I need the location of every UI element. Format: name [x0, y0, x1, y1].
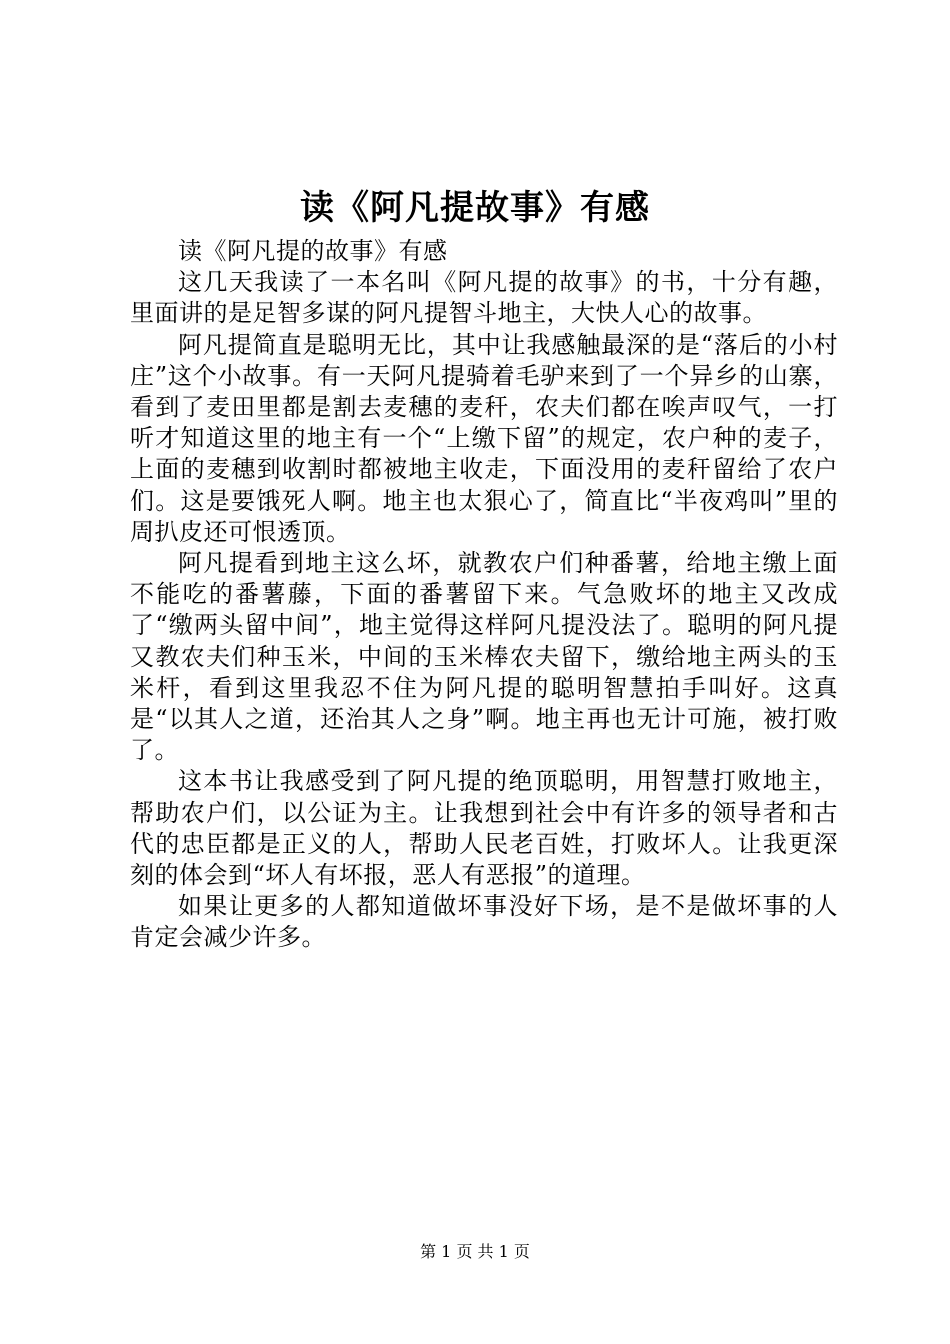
paragraph-village-story: 阿凡提简直是聪明无比，其中让我感触最深的是“落后的小村庄”这个小故事。有一天阿凡提骑着毛驴来到了一个异乡的山寨，看到了麦田里都是割去麦穗的麦秆，农夫们都在唉声叹气，一打听才知道这里的地主有一个“上缴下留”的规定，农户种的麦子，上面的麦穗到收割时都被地主收走，下面没用的麦秆留给了农户们。这是要饿死人啊。地主也太狠心了，简直比“半夜鸡叫”里的周扒皮还可恨透顶。 [130, 330, 838, 546]
paragraph-reflection: 这本书让我感受到了阿凡提的绝顶聪明，用智慧打败地主，帮助农户们，以公证为主。让我想到社会中有许多的领导者和古代的忠臣都是正义的人，帮助人民老百姓，打败坏人。让我更深刻的体会到“坏人有坏报，恶人有恶报”的道理。 [130, 767, 838, 890]
document-title: 读《阿凡提故事》有感 [300, 188, 650, 228]
document-body [130, 236, 838, 954]
paragraph-conclusion: 如果让更多的人都知道做坏事没好下场，是不是做坏事的人肯定会减少许多。 [130, 892, 838, 952]
paragraph-intro: 这几天我读了一本名叫《阿凡提的故事》的书，十分有趣，里面讲的是足智多谋的阿凡提智斗地主，大快人心的故事。 [130, 268, 838, 328]
paragraph-subtitle: 读《阿凡提的故事》有感 [178, 237, 448, 265]
paragraph-crops-trick: 阿凡提看到地主这么坏，就教农户们种番薯，给地主缴上面不能吃的番薯藤，下面的番薯留下来。气急败坏的地主又改成了“缴两头留中间”，地主觉得这样阿凡提没法了。聪明的阿凡提又教农夫们种玉米，中间的玉米棒农夫留下，缴给地主两头的玉米杆，看到这里我忍不住为阿凡提的聪明智慧拍手叫好。这真是“以其人之道，还治其人之身”啊。地主再也无计可施，被打败了。 [130, 549, 838, 765]
page-footer: 第 1 页 共 1 页 [420, 1242, 530, 1261]
